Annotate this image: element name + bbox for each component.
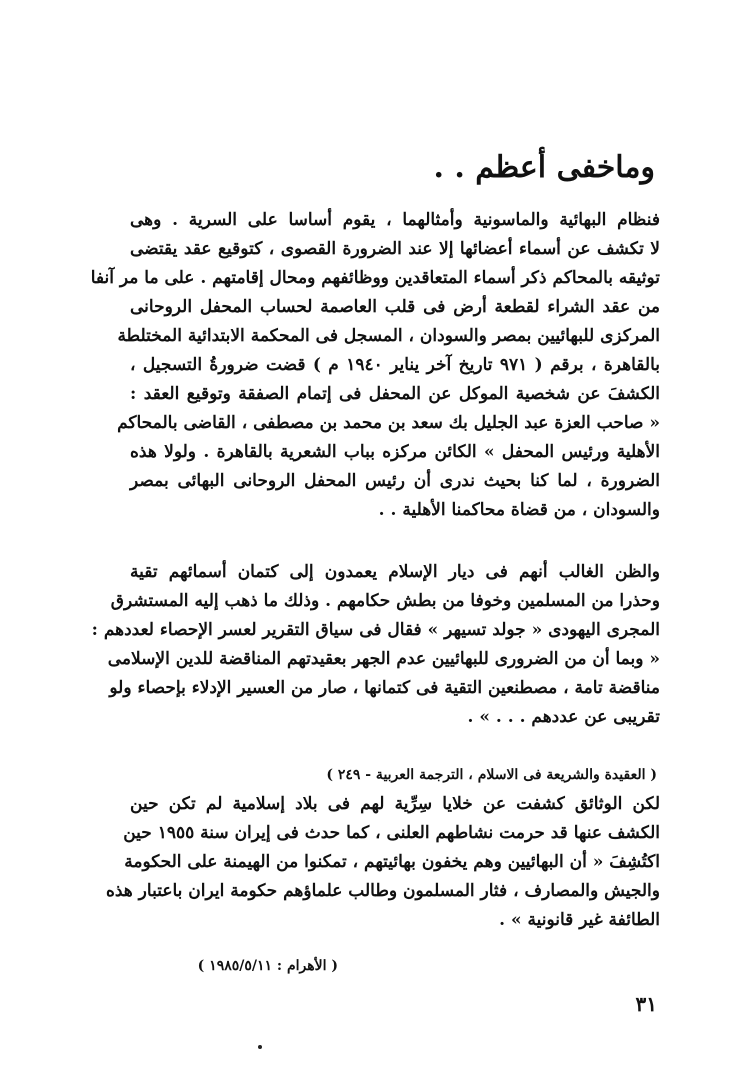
text-line: الأهلية ورئيس المحفل » الكائن مركزه بباب الشعرية بالقاهرة . ولولا هذه bbox=[130, 442, 660, 462]
text-line: الطائفة غير قانونية » . bbox=[499, 910, 660, 930]
citation-reference: ( العقيدة والشريعة فى الاسلام ، الترجمة العربية - ٢٤٩ ) bbox=[326, 767, 657, 783]
paragraph-1 bbox=[90, 206, 660, 525]
text-line: الكشفَ عن شخصية الموكل عن المحفل فى إتمام الصفقة وتوقيع العقد : bbox=[130, 384, 660, 404]
citation-reference: ( الأهرام : ١٩٨٥/٥/١١ ) bbox=[197, 958, 338, 974]
text-line: بالقاهرة ، برقم ( ٩٧١ تاريخ آخر يناير ١٩٤٠ م ) قضت ضرورةُ التسجيل ، bbox=[130, 355, 660, 375]
text-line: والسودان ، من قضاة محاكمنا الأهلية . . bbox=[378, 500, 660, 520]
text-line: المجرى اليهودى « جولد تسيهر » فقال فى سياق التقرير لعسر الإحصاء لعددهم : bbox=[91, 620, 660, 640]
paragraph-2 bbox=[91, 558, 660, 732]
text-line: تقريبى عن عددهم . . . » . bbox=[467, 707, 660, 727]
paragraph-3 bbox=[105, 790, 660, 935]
text-line: من عقد الشراء لقطعة أرض فى قلب العاصمة لحساب المحفل الروحانى bbox=[130, 297, 660, 317]
text-line: والظن الغالب أنهم فى ديار الإسلام يعمدون إلى كتمان أسمائهم تقية bbox=[130, 562, 660, 582]
section-title: وماخفى أعظم . . bbox=[433, 150, 655, 185]
text-line: « وبما أن من الضرورى للبهائيين عدم الجهر بعقيدتهم المناقضة للدين الإسلامى bbox=[107, 649, 660, 669]
text-line: لا تكشف عن أسماء أعضائها إلا عند الضرورة القصوى ، كتوقيع عقد يقتضى bbox=[130, 239, 660, 259]
text-line: مناقضة تامة ، مصطنعين التقية فى كتمانها ، صار من العسير الإدلاء بإحصاء ولو bbox=[109, 678, 660, 698]
text-line: لكن الوثائق كشفت عن خلايا سِرِّية لهم فى بلاد إسلامية لم تكن حين bbox=[130, 794, 660, 814]
text-line: الضرورة ، لما كنا بحيث ندرى أن رئيس المحفل الروحانى البهائى بمصر bbox=[130, 471, 660, 491]
text-line: فنظام البهائية والماسونية وأمثالهما ، يقوم أساسا على السرية . وهى bbox=[130, 210, 660, 230]
text-line: والجيش والمصارف ، فثار المسلمون وطالب علماؤهم حكومة ايران باعتبار هذه bbox=[105, 881, 660, 901]
text-line: الكشف عنها قد حرمت نشاطهم العلنى ، كما حدث فى إيران سنة ١٩٥٥ حين bbox=[123, 823, 660, 843]
text-line: المركزى للبهائيين بمصر والسودان ، المسجل فى المحكمة الابتدائية المختلطة bbox=[117, 326, 660, 346]
text-line: توثيقه بالمحاكم ذكر أسماء المتعاقدين ووظائفهم ومحال إقامتهم . على ما مر آنفا bbox=[90, 268, 660, 288]
text-line: اكتُشِفَ « أن البهائيين وهم يخفون بهائيتهم ، تمكنوا من الهيمنة على الحكومة bbox=[124, 852, 660, 872]
print-speck bbox=[258, 1045, 262, 1049]
text-line: وحذرا من المسلمين وخوفا من بطش حكامهم . وذلك ما ذهب إليه المستشرق bbox=[110, 591, 660, 611]
page-number: ٣١ bbox=[635, 992, 657, 1016]
text-line: « صاحب العزة عبد الجليل بك سعد بن محمد بن مصطفى ، القاضى بالمحاكم bbox=[117, 413, 660, 433]
